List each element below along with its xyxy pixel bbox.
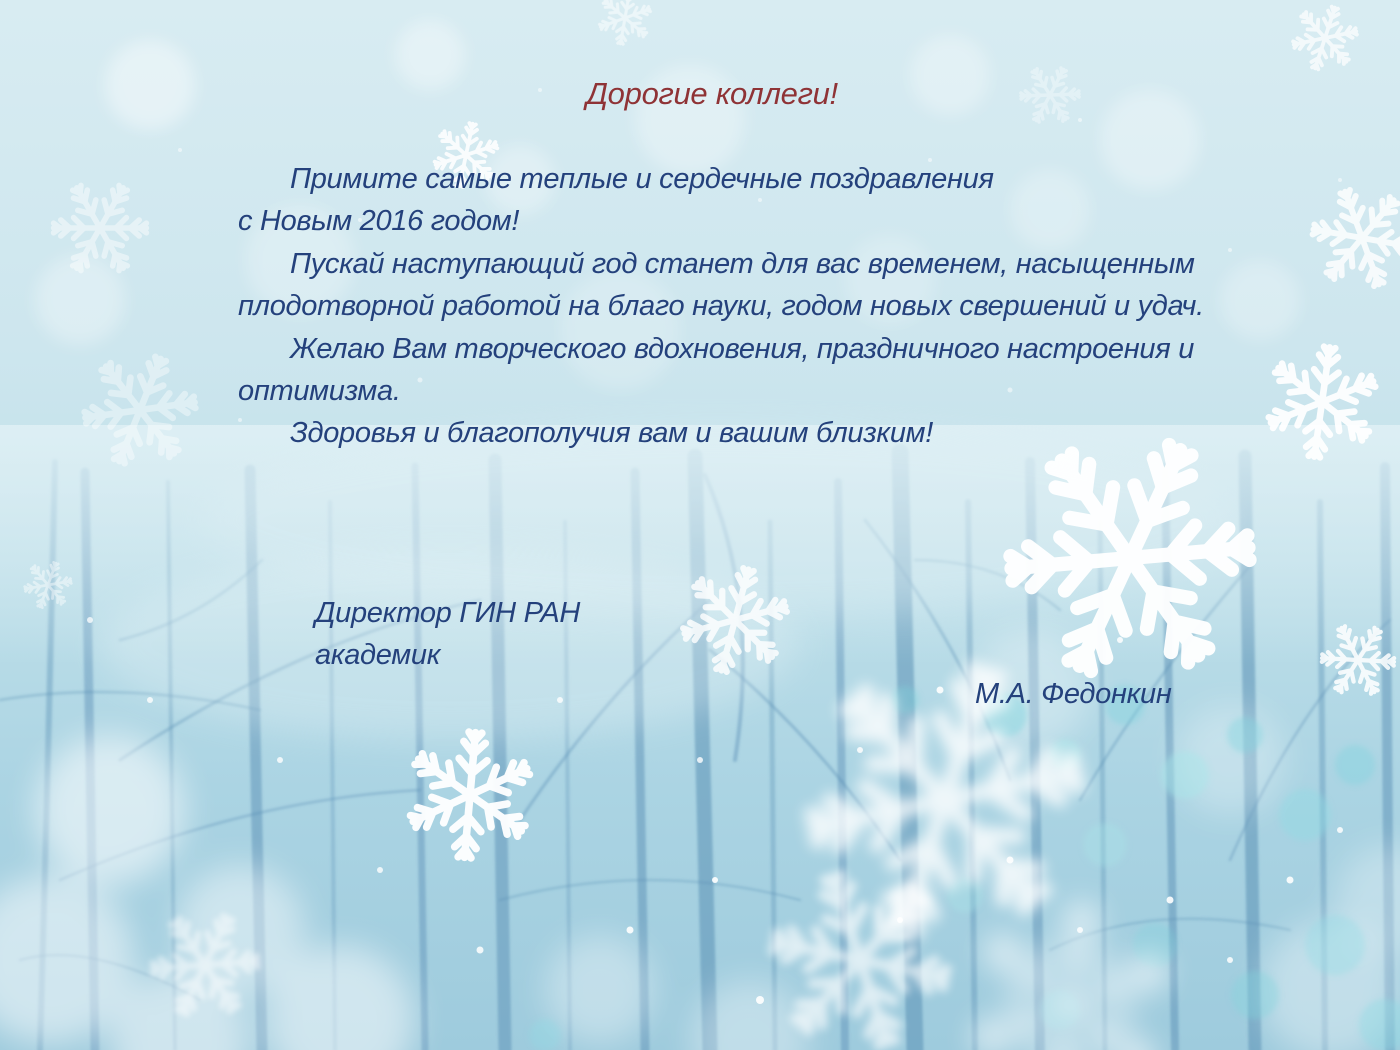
body-line: Желаю Вам творческого вдохновения, праздничного настроения и [290,333,1195,365]
greeting-heading: Дорогие коллеги! [586,76,838,111]
body-line: Примите самые теплые и сердечные поздравления [290,163,994,195]
body-line: Пускай наступающий год станет для вас временем, насыщенным [290,248,1195,280]
body-line: плодотворной работой на благо науки, годом новых свершений и удач. [238,290,1204,322]
body-line: оптимизма. [238,375,401,407]
signature-rank: академик [315,639,441,671]
body-line: с Новым 2016 годом! [238,205,520,237]
body-line: Здоровья и благополучия вам и вашим близким! [290,417,933,449]
signature-role: Директор ГИН РАН [315,597,581,629]
signature-name: М.А. Федонкин [975,678,1172,710]
